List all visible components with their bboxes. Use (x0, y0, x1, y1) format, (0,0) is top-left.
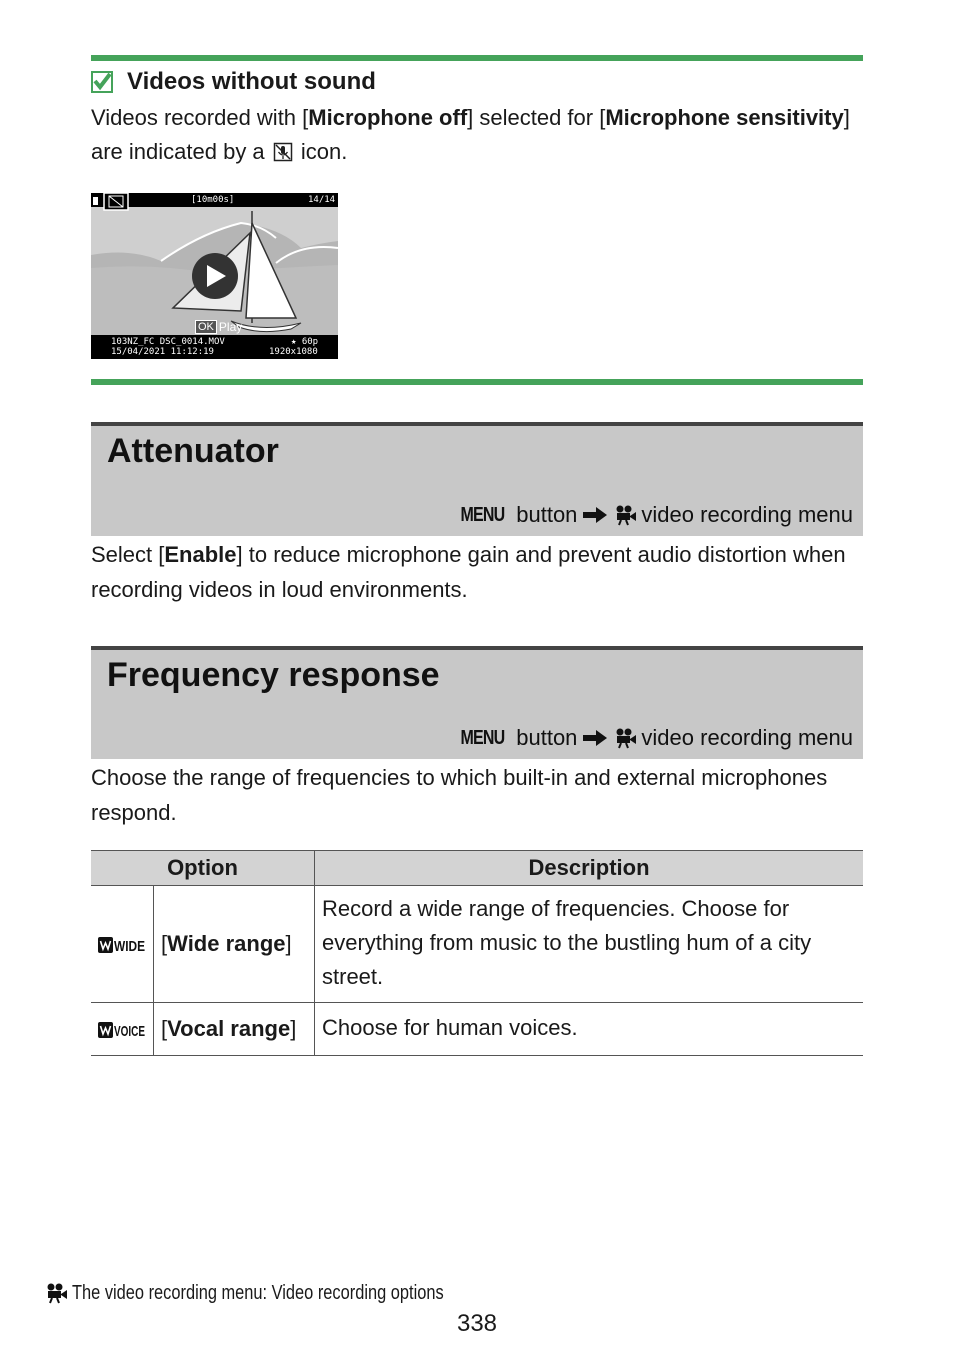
option-name: Vocal range (167, 1016, 291, 1041)
voice-icon-label: VOICE (114, 1023, 145, 1041)
table-row (91, 886, 863, 1003)
checkmark-icon (91, 71, 113, 93)
option-description: Choose for human voices. (315, 1003, 864, 1056)
note-title-text: Videos without sound (127, 68, 376, 95)
bracket-open: [ (161, 1016, 168, 1041)
attenuator-header (91, 422, 863, 536)
frequency-description: Choose the range of frequencies to which built-in and external microphones respond. (91, 765, 828, 825)
vocal-range-icon (98, 1021, 146, 1039)
note-bold-1: Microphone off (308, 105, 468, 130)
recording-time-readout: [10m00s] (191, 195, 235, 205)
menu-button-label: MENU (460, 503, 505, 526)
movie-camera-icon (615, 505, 637, 525)
note-text-2: ] selected for [ (467, 105, 606, 130)
frequency-header (91, 646, 863, 759)
ok-key: OK (195, 320, 217, 334)
frequency-title: Frequency response (107, 656, 440, 694)
note-text-3: ] are indicated by a (91, 105, 850, 164)
ok-play-hint (195, 320, 242, 334)
note-text-4: icon. (300, 139, 348, 164)
option-icon-cell (91, 1003, 154, 1056)
frame-rate-value: 60p (301, 337, 319, 347)
folder-file-name: 103NZ_FC DSC_0014.MOV (111, 337, 225, 347)
movie-camera-icon (46, 1283, 68, 1303)
frame-rate: ★ 60p (291, 337, 319, 347)
movie-camera-icon (615, 728, 637, 748)
play-label: Play (218, 320, 243, 334)
note-paragraph (91, 101, 863, 169)
table-row (91, 1003, 863, 1056)
arrow-right-icon (583, 506, 607, 524)
date-time: 15/04/2021 11:12:19 (111, 347, 214, 357)
note-bold-2: Microphone sensitivity (605, 105, 844, 130)
image-counter: 14/14 (308, 195, 336, 205)
option-icon-cell (91, 886, 154, 1003)
attenuator-description (91, 537, 863, 607)
attenuator-bold: Enable (164, 542, 237, 567)
page-number: 338 (456, 1310, 498, 1337)
frame-size: 1920x1080 (269, 347, 318, 357)
crumb-menu-text: video recording menu (641, 502, 853, 527)
attenuator-breadcrumb (455, 502, 853, 528)
attenuator-text-2: ] to reduce microphone gain and prevent audio distortion when recording videos in loud environments. (91, 542, 846, 602)
option-name-cell (154, 1003, 315, 1056)
frequency-options-table (91, 850, 863, 1056)
attenuator-title: Attenuator (107, 432, 279, 470)
camera-playback-screen (91, 193, 338, 359)
option-header: Option (91, 851, 315, 886)
bracket-open: [ (161, 931, 168, 956)
bracket-close: ] (290, 1016, 297, 1041)
footer-section-link[interactable] (46, 1278, 525, 1308)
note-title (91, 66, 376, 98)
option-name: Wide range (167, 931, 286, 956)
bracket-close: ] (285, 931, 292, 956)
table-header-row (91, 851, 863, 886)
note-text-1: Videos recorded with [ (91, 105, 309, 130)
sailboat-picture (91, 193, 338, 359)
option-description: Record a wide range of frequencies. Choose for everything from music to the bustling hum of a city street. (315, 886, 864, 1003)
description-header: Description (315, 851, 864, 886)
wide-icon-label: WIDE (114, 938, 145, 956)
crumb-button-text: button (516, 725, 578, 750)
note-top-bar (91, 55, 863, 61)
footer-text: The video recording menu: Video recording options (72, 1281, 444, 1304)
frequency-breadcrumb (455, 725, 853, 751)
crumb-menu-text: video recording menu (641, 725, 853, 750)
menu-button-label: MENU (460, 726, 505, 749)
option-name-cell (154, 886, 315, 1003)
microphone-off-icon (273, 142, 293, 162)
wide-range-icon (98, 936, 146, 954)
attenuator-text-1: Select [ (91, 542, 165, 567)
note-bottom-bar (91, 379, 863, 385)
crumb-button-text: button (516, 502, 578, 527)
arrow-right-icon (583, 729, 607, 747)
